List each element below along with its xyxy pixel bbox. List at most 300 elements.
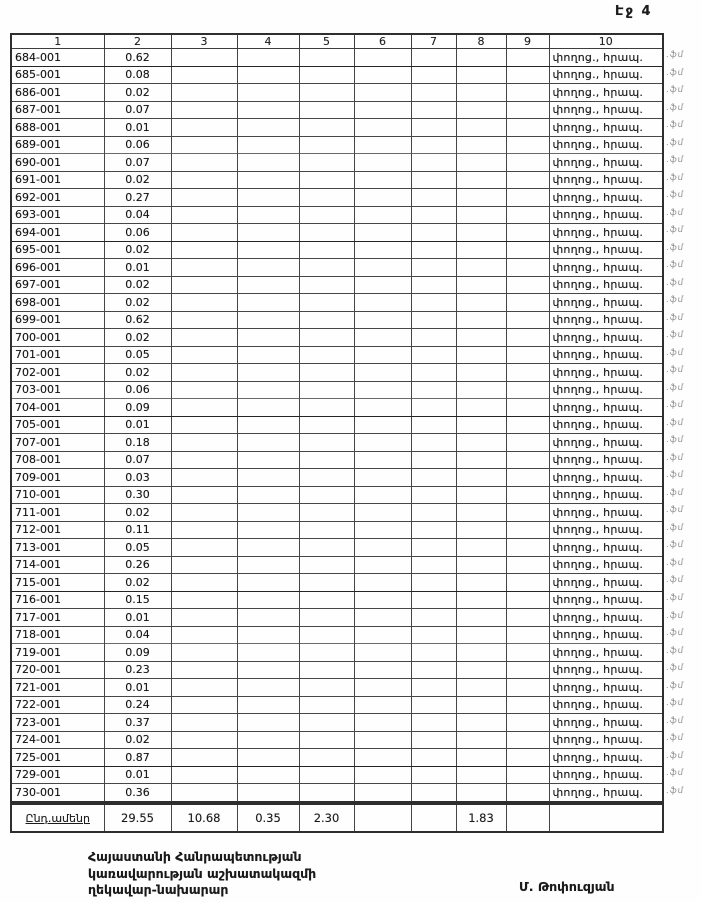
usage-type-cell: փողոց., հրապ. xyxy=(549,399,663,417)
empty-cell xyxy=(411,504,456,522)
empty-cell xyxy=(456,731,506,749)
empty-cell xyxy=(237,119,299,137)
value-cell: 0.02 xyxy=(104,294,171,312)
empty-cell xyxy=(171,206,237,224)
empty-cell xyxy=(354,504,411,522)
empty-cell xyxy=(299,539,354,557)
empty-cell xyxy=(171,119,237,137)
empty-cell xyxy=(506,49,549,67)
empty-cell xyxy=(506,294,549,312)
empty-cell xyxy=(171,101,237,119)
empty-cell xyxy=(171,364,237,382)
usage-type-cell: փողոց., հրապ. xyxy=(549,346,663,364)
empty-cell xyxy=(354,609,411,627)
empty-cell xyxy=(506,329,549,347)
parcel-id-cell: 702-001 xyxy=(11,364,104,382)
value-cell: 0.09 xyxy=(104,399,171,417)
empty-cell xyxy=(506,136,549,154)
usage-type-cell: փողոց., հրապ. xyxy=(549,189,663,207)
table-row xyxy=(11,171,663,189)
empty-cell xyxy=(171,644,237,662)
empty-cell xyxy=(237,206,299,224)
usage-type-cell: փողոց., հրապ. xyxy=(549,644,663,662)
empty-cell xyxy=(506,206,549,224)
margin-bleed-mark: .ֆմ xyxy=(665,715,685,726)
empty-cell xyxy=(411,661,456,679)
empty-cell xyxy=(456,294,506,312)
empty-cell xyxy=(237,381,299,399)
usage-type-cell: փողոց., հրապ. xyxy=(549,49,663,67)
column-header: 8 xyxy=(456,34,506,49)
empty-cell xyxy=(456,66,506,84)
empty-cell xyxy=(411,381,456,399)
empty-cell xyxy=(237,154,299,172)
value-cell: 0.02 xyxy=(104,364,171,382)
empty-cell xyxy=(354,644,411,662)
column-header: 4 xyxy=(237,34,299,49)
empty-cell xyxy=(506,749,549,767)
empty-cell xyxy=(299,206,354,224)
empty-cell xyxy=(411,696,456,714)
value-cell: 0.02 xyxy=(104,504,171,522)
empty-cell xyxy=(411,66,456,84)
margin-bleed-mark: .ֆմ xyxy=(665,120,685,131)
empty-cell xyxy=(506,416,549,434)
empty-cell xyxy=(456,241,506,259)
empty-cell xyxy=(299,679,354,697)
empty-cell xyxy=(171,469,237,487)
margin-bleed-mark: .ֆմ xyxy=(665,663,685,674)
table-row xyxy=(11,189,663,207)
parcel-id-cell: 711-001 xyxy=(11,504,104,522)
empty-cell xyxy=(506,276,549,294)
empty-cell xyxy=(299,119,354,137)
empty-cell xyxy=(506,486,549,504)
table-row xyxy=(11,364,663,382)
empty-cell xyxy=(354,399,411,417)
value-cell: 0.01 xyxy=(104,416,171,434)
usage-type-cell: փողոց., հրապ. xyxy=(549,434,663,452)
empty-cell xyxy=(299,416,354,434)
table-row xyxy=(11,434,663,452)
empty-cell xyxy=(299,644,354,662)
parcel-id-cell: 724-001 xyxy=(11,731,104,749)
empty-cell xyxy=(354,696,411,714)
empty-cell xyxy=(171,49,237,67)
empty-cell xyxy=(506,399,549,417)
empty-cell xyxy=(299,696,354,714)
table-row xyxy=(11,766,663,784)
empty-cell xyxy=(237,626,299,644)
empty-cell xyxy=(354,469,411,487)
usage-type-cell: փողոց., հրապ. xyxy=(549,66,663,84)
empty-cell xyxy=(456,259,506,277)
empty-cell xyxy=(354,119,411,137)
usage-type-cell: փողոց., հրապ. xyxy=(549,556,663,574)
usage-type-cell: փողոց., հրապ. xyxy=(549,679,663,697)
table-row xyxy=(11,469,663,487)
empty-cell xyxy=(237,556,299,574)
usage-type-cell: փողոց., հրապ. xyxy=(549,714,663,732)
empty-cell xyxy=(456,171,506,189)
empty-cell xyxy=(506,574,549,592)
empty-cell xyxy=(411,346,456,364)
empty-cell xyxy=(171,766,237,784)
usage-type-cell: փողոց., հրապ. xyxy=(549,766,663,784)
margin-bleed-mark: .ֆմ xyxy=(665,435,685,446)
empty-cell xyxy=(411,241,456,259)
empty-cell xyxy=(354,451,411,469)
empty-cell xyxy=(411,154,456,172)
empty-cell xyxy=(171,259,237,277)
usage-type-cell: փողոց., հրապ. xyxy=(549,521,663,539)
empty-cell xyxy=(456,696,506,714)
empty-cell xyxy=(299,224,354,242)
value-cell: 0.04 xyxy=(104,206,171,224)
empty-cell xyxy=(354,171,411,189)
value-cell: 0.62 xyxy=(104,49,171,67)
margin-bleed-mark: .ֆմ xyxy=(665,575,685,586)
empty-cell xyxy=(299,311,354,329)
table-row xyxy=(11,154,663,172)
parcel-id-cell: 705-001 xyxy=(11,416,104,434)
empty-cell xyxy=(237,171,299,189)
column-header: 5 xyxy=(299,34,354,49)
empty-cell xyxy=(456,486,506,504)
parcel-id-cell: 730-001 xyxy=(11,784,104,802)
empty-cell xyxy=(354,136,411,154)
margin-bleed-mark: .ֆմ xyxy=(665,67,685,78)
usage-type-cell: փողոց., հրապ. xyxy=(549,154,663,172)
empty-cell xyxy=(299,521,354,539)
empty-cell xyxy=(237,346,299,364)
table-row xyxy=(11,521,663,539)
table-row xyxy=(11,661,663,679)
empty-cell xyxy=(299,101,354,119)
empty-cell xyxy=(506,241,549,259)
empty-cell xyxy=(354,364,411,382)
empty-cell xyxy=(354,224,411,242)
empty-cell xyxy=(299,661,354,679)
parcel-id-cell: 709-001 xyxy=(11,469,104,487)
empty-cell xyxy=(411,679,456,697)
value-cell: 0.30 xyxy=(104,486,171,504)
empty-cell xyxy=(299,189,354,207)
parcel-id-cell: 688-001 xyxy=(11,119,104,137)
empty-cell xyxy=(299,276,354,294)
empty-cell xyxy=(411,626,456,644)
empty-cell xyxy=(171,434,237,452)
parcel-id-cell: 725-001 xyxy=(11,749,104,767)
empty-cell xyxy=(411,749,456,767)
margin-bleed-mark: .ֆմ xyxy=(665,557,685,568)
empty-cell xyxy=(237,66,299,84)
table-row xyxy=(11,609,663,627)
empty-cell xyxy=(171,294,237,312)
table-row xyxy=(11,784,663,802)
empty-cell xyxy=(411,399,456,417)
parcel-id-cell: 713-001 xyxy=(11,539,104,557)
table-row xyxy=(11,66,663,84)
empty-cell xyxy=(299,399,354,417)
parcel-id-cell: 690-001 xyxy=(11,154,104,172)
table-row xyxy=(11,399,663,417)
empty-cell xyxy=(171,171,237,189)
margin-bleed-mark: .ֆմ xyxy=(665,592,685,603)
table-row xyxy=(11,276,663,294)
usage-type-cell: փողոց., հրապ. xyxy=(549,329,663,347)
empty-cell xyxy=(411,574,456,592)
empty-cell xyxy=(171,626,237,644)
empty-cell xyxy=(299,171,354,189)
empty-cell xyxy=(456,276,506,294)
empty-cell xyxy=(411,766,456,784)
usage-type-cell: փողոց., հրապ. xyxy=(549,731,663,749)
table-body xyxy=(11,49,663,802)
margin-bleed-mark: .ֆմ xyxy=(665,172,685,183)
column-header: 7 xyxy=(411,34,456,49)
column-header: 10 xyxy=(549,34,663,49)
empty-cell xyxy=(237,416,299,434)
value-cell: 0.02 xyxy=(104,574,171,592)
empty-cell xyxy=(171,399,237,417)
empty-cell xyxy=(299,381,354,399)
empty-cell xyxy=(456,714,506,732)
value-cell: 0.05 xyxy=(104,346,171,364)
empty-cell xyxy=(171,486,237,504)
empty-cell xyxy=(506,189,549,207)
empty-cell xyxy=(411,171,456,189)
empty-cell xyxy=(237,469,299,487)
summary-value-cell xyxy=(411,804,456,832)
parcel-id-cell: 715-001 xyxy=(11,574,104,592)
parcel-id-cell: 717-001 xyxy=(11,609,104,627)
empty-cell xyxy=(506,679,549,697)
empty-cell xyxy=(237,224,299,242)
empty-cell xyxy=(299,451,354,469)
empty-cell xyxy=(506,661,549,679)
empty-cell xyxy=(171,539,237,557)
margin-bleed-mark: .ֆմ xyxy=(665,698,685,709)
empty-cell xyxy=(456,451,506,469)
footer-org-line: ղեկավար-նախարար xyxy=(88,882,229,897)
empty-cell xyxy=(506,591,549,609)
empty-cell xyxy=(171,556,237,574)
usage-type-cell: փողոց., հրապ. xyxy=(549,591,663,609)
parcel-id-cell: 691-001 xyxy=(11,171,104,189)
empty-cell xyxy=(354,154,411,172)
value-cell: 0.01 xyxy=(104,679,171,697)
empty-cell xyxy=(237,434,299,452)
empty-cell xyxy=(506,224,549,242)
empty-cell xyxy=(411,189,456,207)
parcel-id-cell: 701-001 xyxy=(11,346,104,364)
empty-cell xyxy=(506,504,549,522)
empty-cell xyxy=(506,311,549,329)
empty-cell xyxy=(411,311,456,329)
summary-table xyxy=(10,803,664,833)
empty-cell xyxy=(411,644,456,662)
empty-cell xyxy=(411,364,456,382)
margin-bleed-mark: .ֆմ xyxy=(665,382,685,393)
empty-cell xyxy=(506,539,549,557)
margin-bleed-mark: .ֆմ xyxy=(665,540,685,551)
empty-cell xyxy=(237,591,299,609)
empty-cell xyxy=(299,766,354,784)
empty-cell xyxy=(354,661,411,679)
empty-cell xyxy=(237,609,299,627)
empty-cell xyxy=(456,189,506,207)
column-header: 6 xyxy=(354,34,411,49)
parcel-id-cell: 693-001 xyxy=(11,206,104,224)
empty-cell xyxy=(456,574,506,592)
usage-type-cell: փողոց., հրապ. xyxy=(549,486,663,504)
empty-cell xyxy=(237,539,299,557)
empty-cell xyxy=(171,504,237,522)
value-cell: 0.05 xyxy=(104,539,171,557)
usage-type-cell: փողոց., հրապ. xyxy=(549,416,663,434)
empty-cell xyxy=(171,609,237,627)
empty-cell xyxy=(299,434,354,452)
empty-cell xyxy=(237,766,299,784)
table-row xyxy=(11,591,663,609)
empty-cell xyxy=(456,556,506,574)
margin-bleed-mark: .ֆմ xyxy=(665,610,685,621)
empty-cell xyxy=(411,224,456,242)
empty-cell xyxy=(411,731,456,749)
usage-type-cell: փողոց., հրապ. xyxy=(549,224,663,242)
margin-bleed-mark: .ֆմ xyxy=(665,155,685,166)
margin-bleed-mark: .ֆմ xyxy=(665,312,685,323)
empty-cell xyxy=(411,136,456,154)
empty-cell xyxy=(354,556,411,574)
empty-cell xyxy=(171,696,237,714)
empty-cell xyxy=(171,346,237,364)
table-row xyxy=(11,224,663,242)
value-cell: 0.36 xyxy=(104,784,171,802)
empty-cell xyxy=(171,574,237,592)
empty-cell xyxy=(237,189,299,207)
empty-cell xyxy=(171,329,237,347)
margin-bleed-mark: .ֆմ xyxy=(665,768,685,779)
parcel-id-cell: 696-001 xyxy=(11,259,104,277)
empty-cell xyxy=(171,276,237,294)
empty-cell xyxy=(506,434,549,452)
empty-cell xyxy=(354,486,411,504)
parcel-id-cell: 704-001 xyxy=(11,399,104,417)
value-cell: 0.18 xyxy=(104,434,171,452)
margin-bleed-mark: .ֆմ xyxy=(665,207,685,218)
empty-cell xyxy=(456,609,506,627)
margin-bleed-mark: .ֆմ xyxy=(665,417,685,428)
margin-bleed-mark: .ֆմ xyxy=(665,295,685,306)
empty-cell xyxy=(506,119,549,137)
empty-cell xyxy=(456,119,506,137)
parcel-id-cell: 723-001 xyxy=(11,714,104,732)
empty-cell xyxy=(171,731,237,749)
empty-cell xyxy=(354,381,411,399)
summary-value-cell xyxy=(354,804,411,832)
empty-cell xyxy=(354,101,411,119)
empty-cell xyxy=(237,714,299,732)
margin-bleed-mark: .ֆմ xyxy=(665,470,685,481)
usage-type-cell: փողոց., հրապ. xyxy=(549,696,663,714)
value-cell: 0.04 xyxy=(104,626,171,644)
empty-cell xyxy=(171,661,237,679)
table-row xyxy=(11,731,663,749)
value-cell: 0.06 xyxy=(104,381,171,399)
empty-cell xyxy=(506,644,549,662)
table-row xyxy=(11,626,663,644)
value-cell: 0.08 xyxy=(104,66,171,84)
margin-bleed-mark: .ֆմ xyxy=(665,487,685,498)
empty-cell xyxy=(299,749,354,767)
table-row xyxy=(11,696,663,714)
parcel-id-cell: 720-001 xyxy=(11,661,104,679)
table-row xyxy=(11,679,663,697)
table-row xyxy=(11,539,663,557)
empty-cell xyxy=(299,84,354,102)
empty-cell xyxy=(299,591,354,609)
margin-bleed-mark: .ֆմ xyxy=(665,785,685,796)
summary-row xyxy=(11,804,663,832)
value-cell: 0.15 xyxy=(104,591,171,609)
margin-bleed-mark: .ֆմ xyxy=(665,522,685,533)
usage-type-cell: փողոց., հրապ. xyxy=(549,626,663,644)
empty-cell xyxy=(299,154,354,172)
margin-bleed-mark: .ֆմ xyxy=(665,628,685,639)
table-row xyxy=(11,714,663,732)
empty-cell xyxy=(411,49,456,67)
parcel-id-cell: 729-001 xyxy=(11,766,104,784)
empty-cell xyxy=(354,189,411,207)
empty-cell xyxy=(506,154,549,172)
empty-cell xyxy=(299,241,354,259)
empty-cell xyxy=(171,311,237,329)
empty-cell xyxy=(237,311,299,329)
value-cell: 0.07 xyxy=(104,451,171,469)
margin-bleed-mark: .ֆմ xyxy=(665,505,685,516)
table-row xyxy=(11,749,663,767)
margin-bleed-mark: .ֆմ xyxy=(665,190,685,201)
empty-cell xyxy=(506,66,549,84)
usage-type-cell: փողոց., հրապ. xyxy=(549,136,663,154)
value-cell: 0.07 xyxy=(104,154,171,172)
empty-cell xyxy=(299,329,354,347)
empty-cell xyxy=(506,626,549,644)
empty-cell xyxy=(299,784,354,802)
empty-cell xyxy=(456,364,506,382)
empty-cell xyxy=(354,731,411,749)
empty-cell xyxy=(456,661,506,679)
empty-cell xyxy=(237,84,299,102)
empty-cell xyxy=(456,539,506,557)
empty-cell xyxy=(411,451,456,469)
empty-cell xyxy=(354,626,411,644)
table-row xyxy=(11,241,663,259)
empty-cell xyxy=(456,49,506,67)
empty-cell xyxy=(237,521,299,539)
empty-cell xyxy=(506,784,549,802)
usage-type-cell: փողոց., հրապ. xyxy=(549,259,663,277)
empty-cell xyxy=(237,784,299,802)
value-cell: 0.09 xyxy=(104,644,171,662)
empty-cell xyxy=(354,574,411,592)
parcel-id-cell: 697-001 xyxy=(11,276,104,294)
empty-cell xyxy=(354,784,411,802)
parcel-id-cell: 685-001 xyxy=(11,66,104,84)
empty-cell xyxy=(299,504,354,522)
